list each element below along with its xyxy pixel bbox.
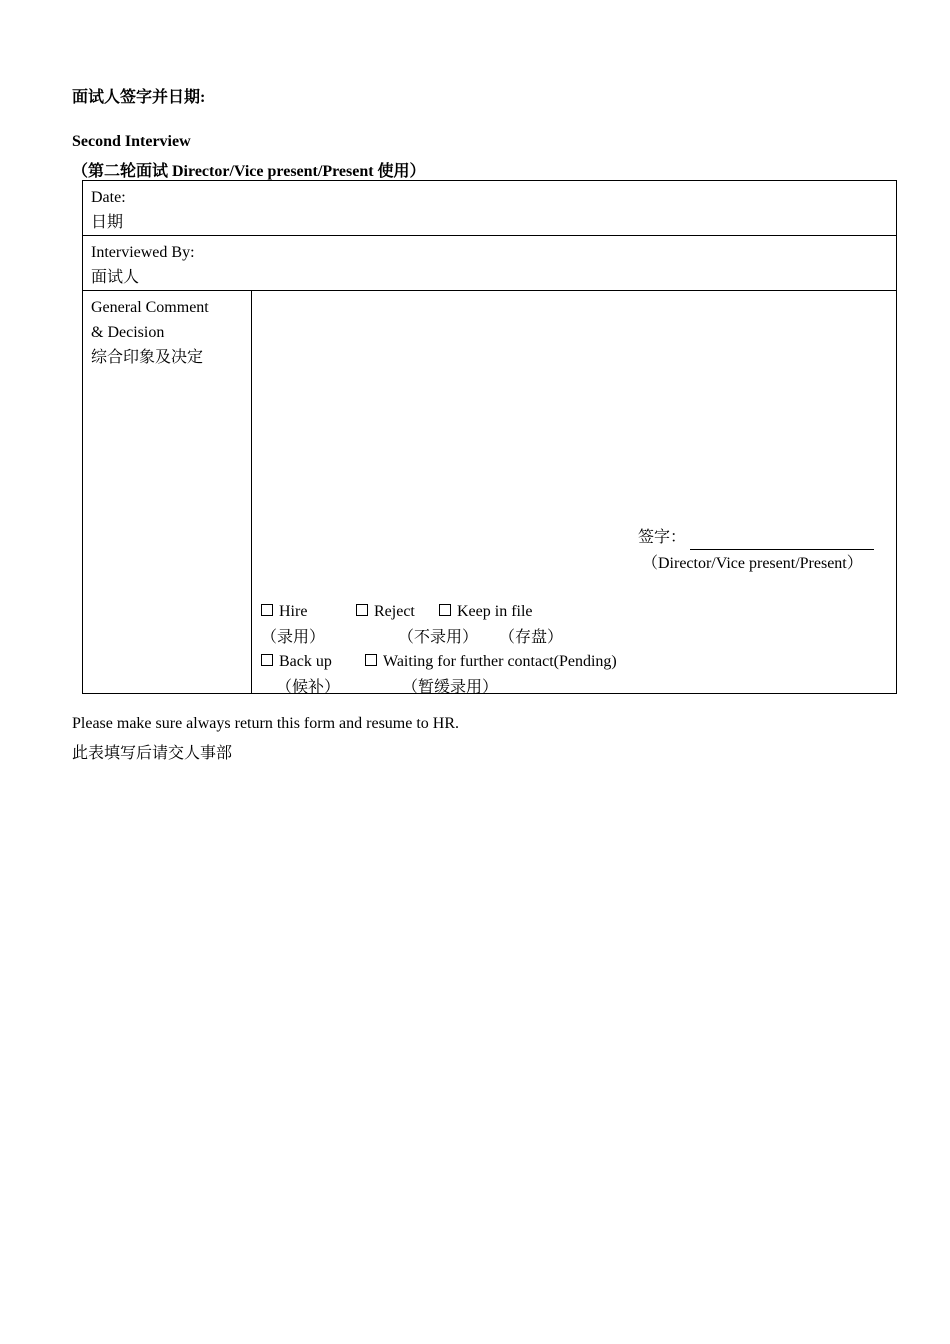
section-title: Second Interview <box>72 133 191 150</box>
section-subtitle: （第二轮面试 Director/Vice present/Present 使用） <box>72 163 426 180</box>
signature-line <box>638 525 874 550</box>
option-pending-cn: （暂缓录用） <box>402 679 499 696</box>
interviewer-signature-date-label: 面试人签字并日期: <box>72 89 206 106</box>
option-pending[interactable] <box>365 649 617 674</box>
option-back-up[interactable] <box>261 649 332 674</box>
interviewed-by-row <box>83 236 897 291</box>
comment-decision-cell[interactable] <box>252 291 897 694</box>
date-row <box>83 181 897 236</box>
checkbox-icon[interactable] <box>261 654 273 666</box>
comment-label-en-1: General Comment <box>91 299 209 316</box>
comment-label-cell <box>83 291 252 694</box>
option-back-up-cn: （候补） <box>276 679 341 696</box>
option-reject-cn: （不录用） <box>398 629 479 646</box>
date-label-cn: 日期 <box>91 214 124 231</box>
date-field[interactable] <box>83 181 897 236</box>
option-keep-in-file-label: Keep in file <box>457 603 533 620</box>
option-keep-in-file[interactable] <box>439 599 533 624</box>
option-hire-cn: （录用） <box>261 629 326 646</box>
option-back-up-label: Back up <box>279 653 332 670</box>
checkbox-icon[interactable] <box>356 604 368 616</box>
comment-label-en-2: & Decision <box>91 324 165 341</box>
option-keep-in-file-cn: （存盘） <box>499 629 564 646</box>
decision-row <box>83 291 897 694</box>
option-pending-label: Waiting for further contact(Pending) <box>383 653 617 670</box>
interviewed-by-label-en: Interviewed By: <box>91 244 195 261</box>
checkbox-icon[interactable] <box>439 604 451 616</box>
footer-note-cn: 此表填写后请交人事部 <box>72 745 233 762</box>
option-reject-label: Reject <box>374 603 415 620</box>
option-hire-label: Hire <box>279 603 308 620</box>
checkbox-icon[interactable] <box>261 604 273 616</box>
second-interview-form <box>82 180 897 694</box>
footer-note-en: Please make sure always return this form and resume to HR. <box>72 715 460 732</box>
option-reject[interactable] <box>356 599 415 624</box>
checkbox-icon[interactable] <box>365 654 377 666</box>
signature-role: （Director/Vice present/Present） <box>642 555 863 572</box>
interviewed-by-field[interactable] <box>83 236 897 291</box>
comment-label-cn: 综合印象及决定 <box>91 349 204 366</box>
signature-underline[interactable] <box>690 531 874 550</box>
signature-label: 签字： <box>638 529 687 546</box>
date-label-en: Date: <box>91 189 126 206</box>
interviewed-by-label-cn: 面试人 <box>91 269 140 286</box>
option-hire[interactable] <box>261 599 307 624</box>
